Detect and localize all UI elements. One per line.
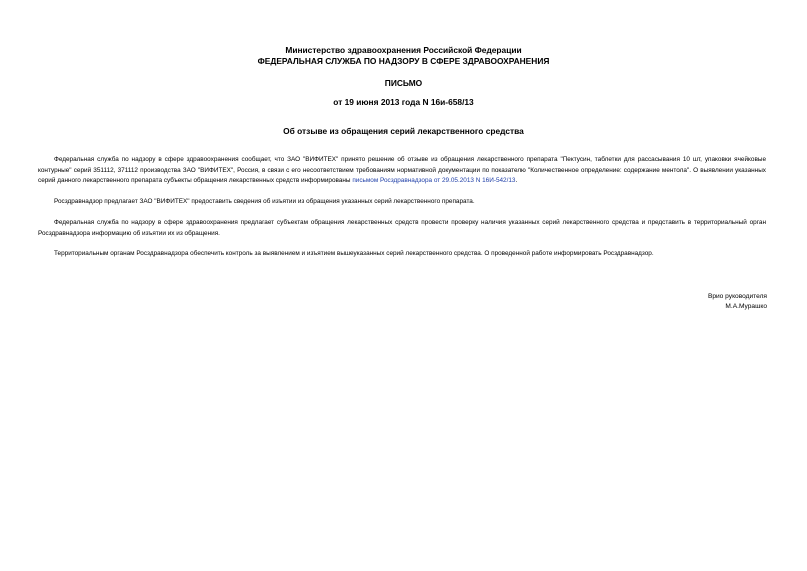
paragraph-4: [38, 249, 766, 260]
service-heading: ФЕДЕРАЛЬНАЯ СЛУЖБА ПО НАДЗОРУ В СФЕРЕ ЗДРАВООХРАНЕНИЯ: [257, 56, 550, 66]
document-type: ПИСЬМО: [384, 78, 423, 88]
signatory-position: Врио руководителя: [707, 293, 767, 300]
paragraph-2: [38, 197, 766, 208]
paragraph-1: [38, 155, 766, 187]
paragraph-3-text: Федеральная служба по надзору в сфере здравоохранения предлагает субъектам обращения лекарственных средств провести проверку наличия указанных серий лекарственного средства и представить в территориальный орган Росздравнадзора информацию об изъятии их из обращения.: [38, 219, 766, 237]
document-date-number: от 19 июня 2013 года N 16и-658/13: [333, 97, 474, 107]
paragraph-2-text: Росздравнадзор предлагает ЗАО "ВИФИТЕХ" предоставить сведения об изъятии из обращения указанных серий лекарственного препарата.: [54, 198, 475, 205]
reference-letter-link[interactable]: письмом Росздравнадзора от 29.05.2013 N 16И-542/13: [352, 177, 516, 184]
paragraph-1-text: Федеральная служба по надзору в сфере здравоохранения сообщает, что ЗАО "ВИФИТЕХ" принято решение об отзыве из обращения лекарственного препарата "Пектусин, таблетки для рассасывания 10 шт, упаковки ячейковые контурные" серий 351112, 371112 производства ЗАО "ВИФИТЕХ", Россия, в связи с его несоответствием требованиям нормативной документации по показателю "Количественное определение: содержание ментола". О выявлении указанных серий данного лекарственного препарата субъекты обращения лекарственных средств информированы: [38, 156, 766, 184]
paragraph-3: [38, 218, 766, 239]
document-subject: Об отзыве из обращения серий лекарственного средства: [283, 126, 524, 136]
ministry-heading: Министерство здравоохранения Российской Федерации: [285, 45, 522, 55]
paragraph-1-end: .: [515, 177, 518, 184]
signatory-name: М.А.Мурашко: [725, 303, 767, 310]
paragraph-4-text: Территориальным органам Росздравнадзора обеспечить контроль за выявлением и изъятием вышеуказанных серий лекарственного средства. О проведенной работе информировать Росздравнадзор.: [54, 250, 654, 257]
